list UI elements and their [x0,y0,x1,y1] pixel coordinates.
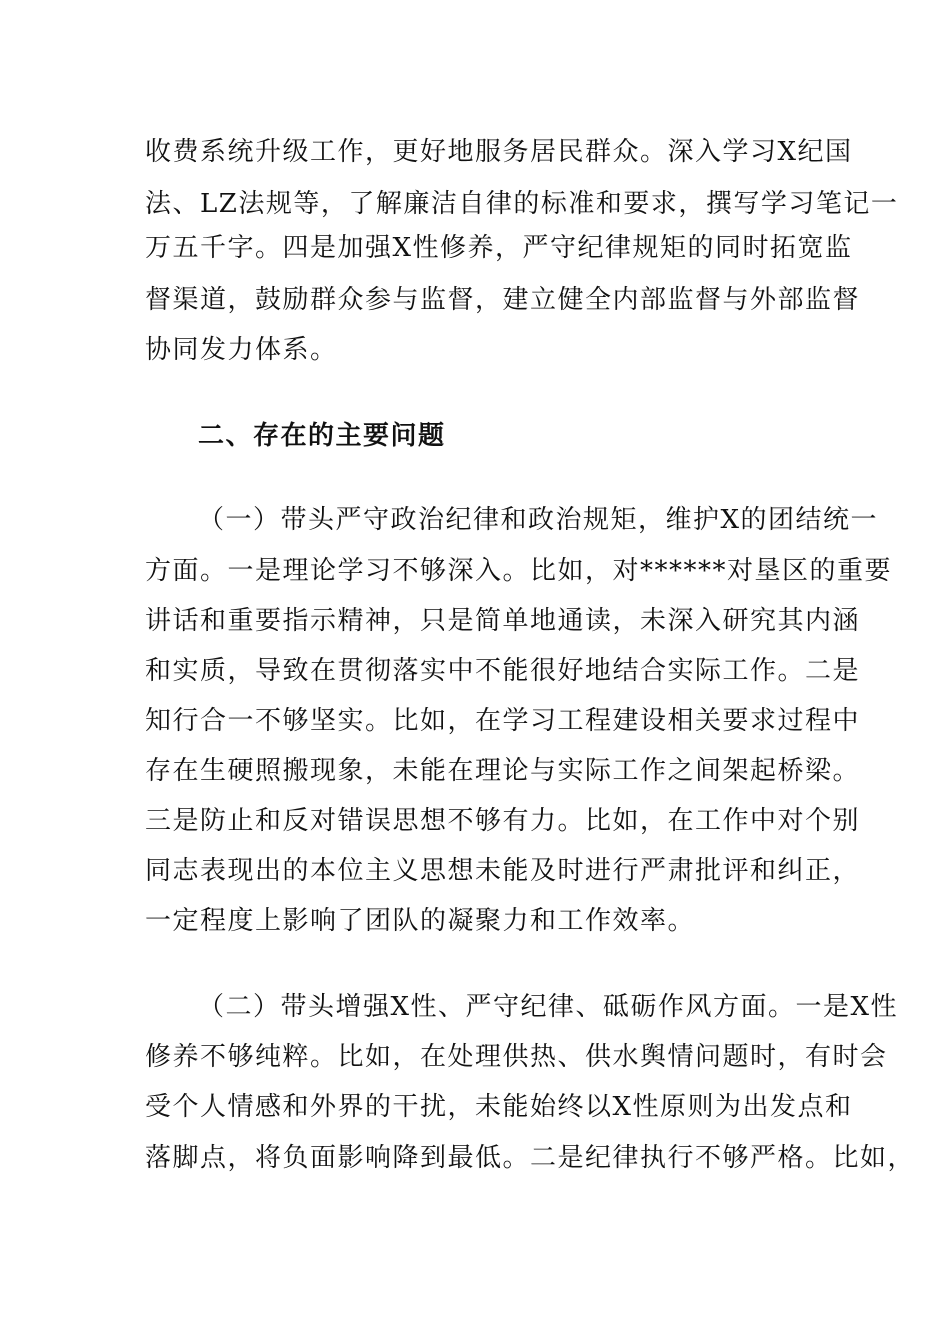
para1-line-7: 三是防止和反对错误思想不够有力。比如，在工作中对个别 [145,806,861,836]
para2-line-4: 落脚点，将负面影响降到最低。二是纪律执行不够严格。比如， [145,1143,916,1173]
section1-line-4: 督渠道，鼓励群众参与监督，建立健全内部监督与外部监督 [145,285,861,315]
para1-line-9: 一定程度上影响了团队的凝聚力和工作效率。 [145,906,696,936]
para1-line-2: 方面。一是理论学习不够深入。比如，对******对垦区的重要 [145,556,893,586]
para1-line-5: 知行合一不够坚实。比如，在学习工程建设相关要求过程中 [145,706,861,736]
para2-line-3: 受个人情感和外界的干扰，未能始终以X性原则为出发点和 [145,1092,853,1122]
section-heading-main-problems: 二、存在的主要问题 [198,421,446,451]
para1-line-4: 和实质，导致在贯彻落实中不能很好地结合实际工作。二是 [145,656,861,686]
para1-line-1: （一）带头严守政治纪律和政治规矩，维护X的团结统一 [198,505,879,535]
para2-line-2: 修养不够纯粹。比如，在处理供热、供水舆情问题时，有时会 [145,1042,888,1072]
para1-line-8: 同志表现出的本位主义思想未能及时进行严肃批评和纠正， [145,856,861,886]
para1-line-6: 存在生硬照搬现象，未能在理论与实际工作之间架起桥梁。 [145,756,861,786]
para2-line-1: （二）带头增强X性、严守纪律、砥砺作风方面。一是X性 [198,992,899,1022]
section1-line-1: 收费系统升级工作，更好地服务居民群众。深入学习X纪国 [145,137,853,167]
para1-line-3: 讲话和重要指示精神，只是简单地通读，未深入研究其内涵 [145,606,861,636]
section1-line-5: 协同发力体系。 [145,335,338,365]
section1-line-2: 法、LZ法规等，了解廉洁自律的标准和要求，撰写学习笔记一 [145,189,899,219]
section1-line-3: 万五千字。四是加强X性修养，严守纪律规矩的同时拓宽监 [145,233,853,263]
